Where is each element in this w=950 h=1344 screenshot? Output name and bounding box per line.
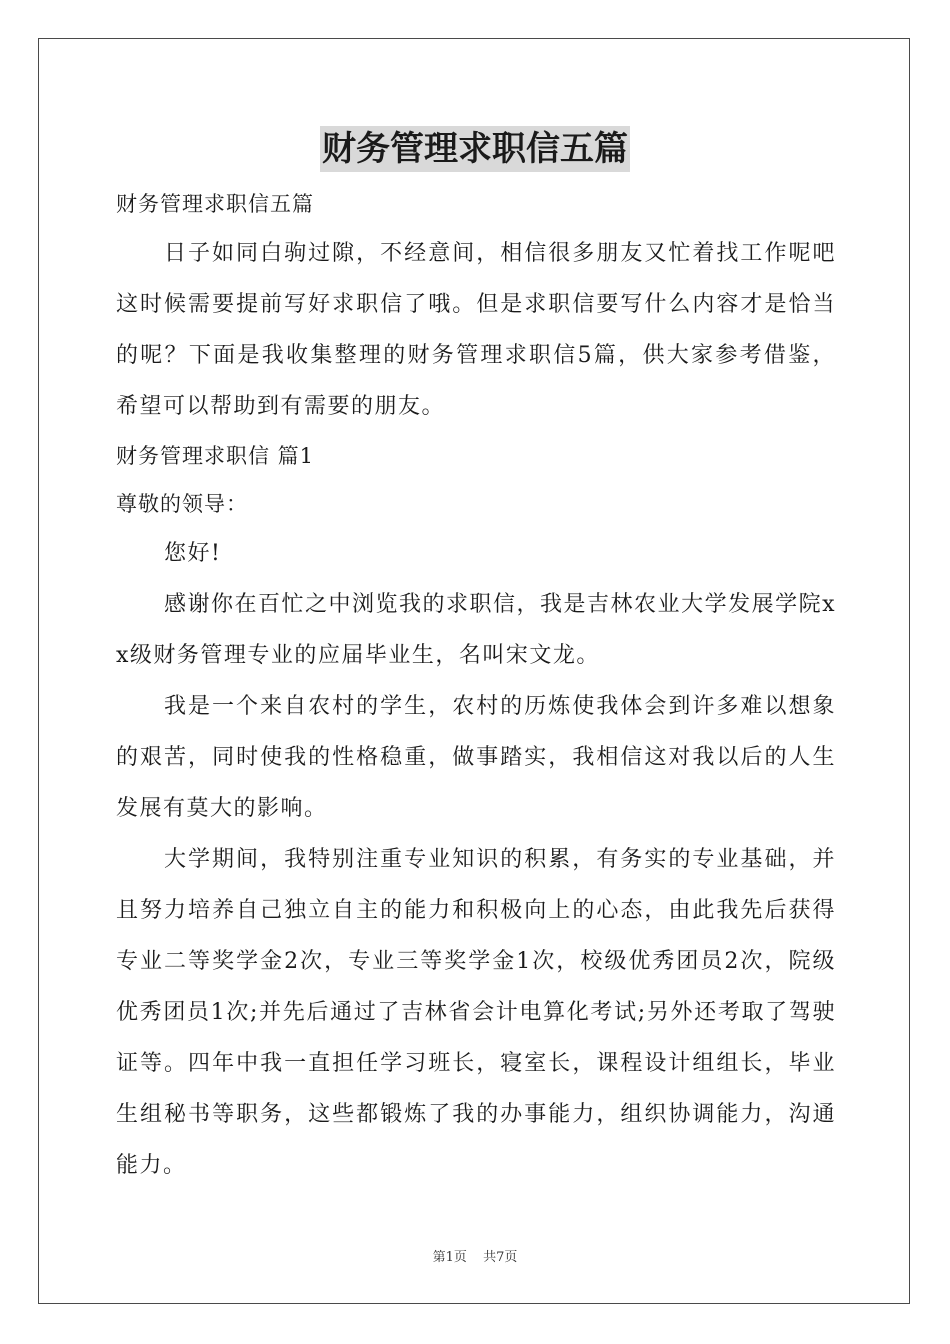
document-title: 财务管理求职信五篇 (320, 126, 630, 172)
body-paragraph: 感谢你在百忙之中浏览我的求职信，我是吉林农业大学发展学院xx级财务管理专业的应届毕业生，名叫宋文龙。 (116, 592, 836, 668)
intro-paragraph: 日子如同白驹过隙，不经意间，相信很多朋友又忙着找工作呢吧这时候需要提前写好求职信了哦。但是求职信要写什么内容才是恰当的呢？下面是我收集整理的财务管理求职信5篇，供大家参考借鉴，希望可以帮助到有需要的朋友。 (116, 241, 836, 419)
section-heading: 财务管理求职信 篇1 (116, 444, 315, 468)
document-body (116, 180, 836, 1191)
title-container (0, 126, 950, 172)
body-paragraph: 大学期间，我特别注重专业知识的积累，有务实的专业基础，并且努力培养自己独立自主的能力和积极向上的心态，由此我先后获得专业二等奖学金2次，专业三等奖学金1次，校级优秀团员2次，院级优秀团员1次;并先后通过了吉林省会计电算化考试;另外还考取了驾驶证等。四年中我一直担任学习班长，寝室长，课程设计组组长，毕业生组秘书等职务，这些都锻炼了我的办事能力，组织协调能力，沟通能力。 (116, 847, 836, 1178)
page-number-total: 共7页 (483, 1250, 518, 1265)
subtitle-line: 财务管理求职信五篇 (116, 192, 314, 216)
salutation: 尊敬的领导： (116, 492, 248, 516)
body-paragraph: 我是一个来自农村的学生，农村的历炼使我体会到许多难以想象的艰苦，同时使我的性格稳重，做事踏实，我相信这对我以后的人生发展有莫大的影响。 (116, 694, 836, 821)
page-footer (0, 1246, 950, 1265)
greeting: 您好! (164, 541, 222, 566)
page-number-current: 第1页 (432, 1250, 467, 1265)
